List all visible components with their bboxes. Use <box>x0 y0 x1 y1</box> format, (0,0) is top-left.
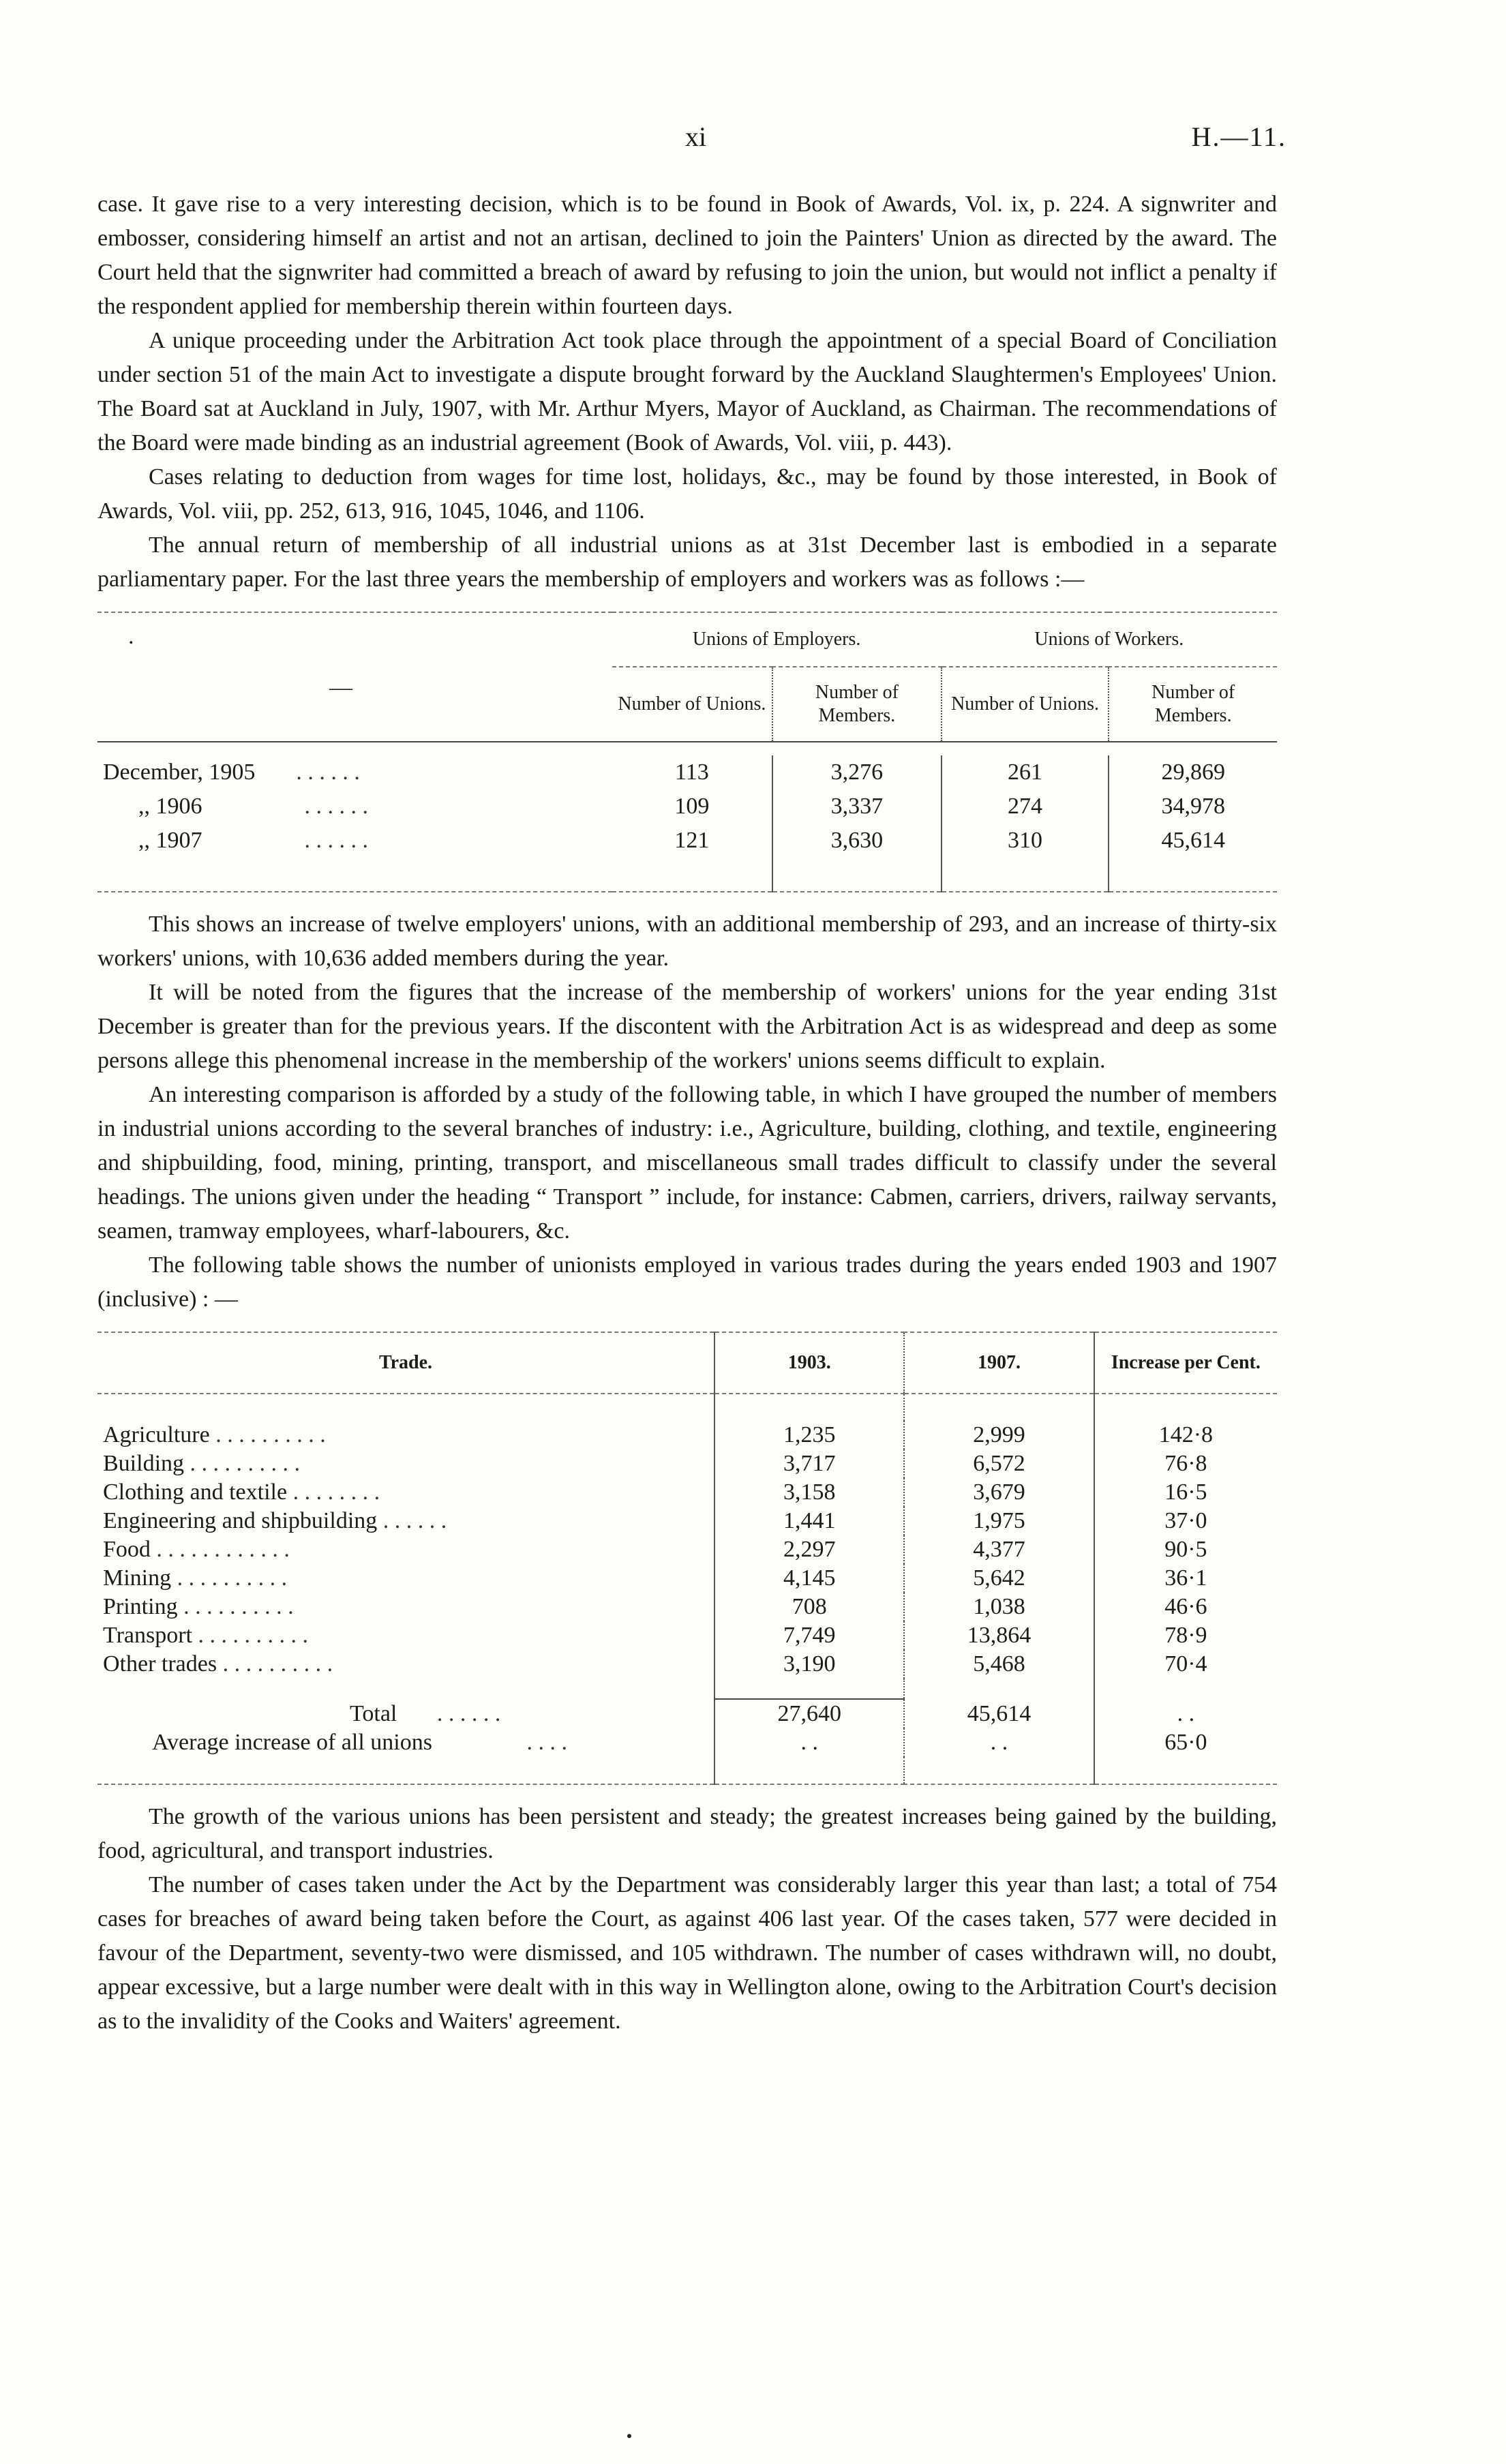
paragraph: This shows an increase of twelve employers' unions, with an additional membership of 293, and an increase of thirty-six workers' unions, with 10,636 added members during the year. <box>97 912 1277 971</box>
table-row: Transport . . . . . . . . . . 7,749 13,864 78·9 <box>97 1621 1277 1650</box>
paragraph: Cases relating to deduction from wages for time lost, holidays, &c., may be found by those interested, in Book of Awards, Vol. viii, pp. 252, 613, 916, 1045, 1046, and 1106. <box>97 464 1277 524</box>
col-worker-members: Number of Members. <box>1109 667 1277 742</box>
page-mark <box>627 2434 631 2438</box>
table-row: Clothing and textile . . . . . . . . 3,158 3,679 16·5 <box>97 1478 1277 1507</box>
paragraph: The number of cases taken under the Act by the Department was considerably larger this year than last; a total of 754 cases for breaches of award being taken before the Court, as against 406 last year. Of the cases taken, 577 were decided in favour of the Department, seventy-two were dismissed, and 105 withdrawn. The number of cases withdrawn will, no doubt, appear excessive, but a large number were dealt with in this way in Wellington alone, owing to the Arbitration Court's decision as to the invalidity of the Cooks and Waiters' agreement. <box>97 1872 1277 2034</box>
table-row: ,, 1906 . . . . . . 109 3,337 274 34,978 <box>97 790 1277 824</box>
col-1907: 1907. <box>904 1332 1094 1394</box>
table-row: Building . . . . . . . . . . 3,717 6,572 76·8 <box>97 1449 1277 1478</box>
paragraph: The growth of the various unions has been persistent and steady; the greatest increases being gained by the building, food, agricultural, and transport industries. <box>97 1804 1277 1863</box>
col-worker-unions: Number of Unions. <box>942 667 1109 742</box>
col-employer-members: Number of Members. <box>772 667 942 742</box>
table-row: ,, 1907 . . . . . . 121 3,630 310 45,614 <box>97 824 1277 858</box>
document-body <box>97 187 1277 2039</box>
trades-table <box>97 1332 1277 1785</box>
table-corner: . — <box>128 624 352 700</box>
table-row: Food . . . . . . . . . . . . 2,297 4,377 90·5 <box>97 1535 1277 1564</box>
document-reference: H.—11. <box>1191 121 1286 152</box>
table-row: Mining . . . . . . . . . . 4,145 5,642 36·1 <box>97 1564 1277 1593</box>
paragraph: case. It gave rise to a very interesting decision, which is to be found in Book of Awards, Vol. ix, p. 224. A signwriter and embosser, considering himself an artist and not an artisan, declined to join the Painters' Union as directed by the award. The Court held that the signwriter had committed a breach of award by refusing to join the union, but would not inflict a penalty if the respondent applied for membership therein within fourteen days. <box>97 192 1277 319</box>
col-trade: Trade. <box>97 1332 714 1394</box>
employers-group-header: Unions of Employers. <box>612 612 942 667</box>
average-row: Average increase of all unions . . . . . . . . 65·0 <box>97 1728 1277 1757</box>
page-header <box>0 120 1506 161</box>
total-row: Total . . . . . . 27,640 45,614 . . <box>97 1699 1277 1728</box>
paragraph: The following table shows the number of unionists employed in various trades during the years ended 1903 and 1907 (inclusive) : — <box>97 1252 1277 1312</box>
col-1903: 1903. <box>714 1332 904 1394</box>
table-row: Agriculture . . . . . . . . . . 1,235 2,999 142·8 <box>97 1421 1277 1449</box>
col-employer-unions: Number of Unions. <box>618 693 766 715</box>
paragraph: A unique proceeding under the Arbitration Act took place through the appointment of a special Board of Conciliation under section 51 of the main Act to investigate a dispute brought forward by the Auckland Slaughtermen's Employees' Union. The Board sat at Auckland in July, 1907, with Mr. Arthur Myers, Mayor of Auckland, as Chairman. The recommendations of the Board were made binding as an industrial agreement (Book of Awards, Vol. viii, p. 443). <box>97 328 1277 455</box>
workers-group-header: Unions of Workers. <box>942 612 1277 667</box>
table-row: Other trades . . . . . . . . . . 3,190 5,468 70·4 <box>97 1650 1277 1679</box>
table-row: Engineering and shipbuilding . . . . . . 1,441 1,975 37·0 <box>97 1507 1277 1535</box>
table-row: Printing . . . . . . . . . . 708 1,038 46·6 <box>97 1593 1277 1621</box>
table-row: December, 1905 . . . . . . 113 3,276 261 29,869 <box>97 755 1277 790</box>
membership-table <box>97 612 1277 892</box>
paragraph: The annual return of membership of all industrial unions as at 31st December last is embodied in a separate parliamentary paper. For the last three years the membership of employers and workers was as follows :— <box>97 532 1277 592</box>
paragraph: It will be noted from the figures that the increase of the membership of workers' unions for the year ending 31st December is greater than for the previous years. If the discontent with the Arbitration Act is as widespread and deep as some persons allege this phenomenal increase in the membership of the workers' unions seems difficult to explain. <box>97 980 1277 1073</box>
paragraph: An interesting comparison is afforded by a study of the following table, in which I have grouped the number of members in industrial unions according to the several branches of industry: i.e., Agriculture, building, clothing, and textile, engineering and shipbuilding, food, mining, printing, transport, and miscellaneous small trades difficult to classify under the several headings. The unions given under the heading “ Transport ” include, for instance: Cabmen, carriers, drivers, railway servants, seamen, tramway employees, wharf-labourers, &c. <box>97 1082 1277 1244</box>
col-increase: Increase per Cent. <box>1094 1332 1277 1394</box>
page-folio: xi <box>685 121 707 152</box>
